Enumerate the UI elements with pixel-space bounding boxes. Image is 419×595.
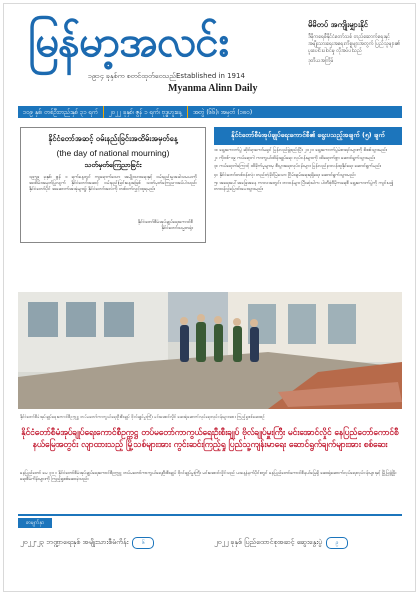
teaser-link[interactable] xyxy=(20,535,154,551)
lead-photo xyxy=(18,292,402,409)
right-column-heading: မိမိတပ် အကျိုးမျှားနိုင် xyxy=(308,20,368,29)
notice-signature xyxy=(138,220,193,232)
main-headline[interactable]: နိုင်ငံတော်စီမံအုပ်ချုပ်ရေးကောင်စီဥက္ကဋ္ဌ တပ်မတော်ကာကွယ်ရေးဦးစီးချုပ် ဗိုလ်ချုပ်မှူးကြီး မင်းအောင်လှိုင် နေပြည်တော်ကောင်စီနယ်မြေအတွင်း လျာထားသည့် မြို့သစ်များအား ကွင်းဆင်းကြည့်ရှု ပြည်သူ့ကျန်းမာရေး ဆောင်ရွက်ချက်များအား စစ်ဆေး xyxy=(21,427,399,449)
date-bar xyxy=(18,106,402,118)
page-number-badge: ၆ xyxy=(132,537,154,549)
notice-title: နိုင်ငံတော်အဆင့် ဝမ်းနည်းခြင်းအထိမ်းအမှတ်နေ့ xyxy=(48,134,178,143)
lead-photo-illustration xyxy=(18,292,402,409)
masthead-subtitle: ၁၉၁၄ ခုနှစ်က စတင်ထုတ်ဝေသည် xyxy=(88,72,177,80)
newspaper-page xyxy=(4,4,415,591)
signature-line: နိုင်ငံတော်စီမံအုပ်ချုပ်ရေးကောင်စီ xyxy=(137,220,193,225)
list-item: ၅။ အရေးပေါ်အခြေအနေ ကာလအတွင်း တာဝန်များ ပြီးဆုံးပါက ပါတီစုံဒီမိုကရေစီ ရွေးကောက်ပွဲကို ကျင်းပ၍ တာဝန်လွှဲပြောင်းပေးသွားမည်။ xyxy=(214,180,394,193)
notice-body: ၁၉၅၉ ခုနှစ်၊ ဇွန် ၁ ရက်နေ့တွင် ကျရောက်သော အမျိုးသားရေးနှင့် ဝမ်းနည်းမှုအခါသမယကို အထိမ်းအမှတ်ပြုလျက် နိုင်ငံတော်အဆင့် ဝမ်းနည်းခြင်းနေ့အဖြစ် သတ်မှတ်ကြေညာအပ်ပါသည်။ နိုင်ငံတော်ပိုင် အဆောက်အအုံများ၌ နိုင်ငံတော်အလံကို တစ်ဝက်လွှင့်ထူရမည်။ xyxy=(29,175,197,192)
inside-label: စာမျက်နှာ xyxy=(18,518,52,528)
teaser-text: ၂၀၂၂-၂၃ ဘဏ္ဍာရေးနှစ် အမျိုးသားစီမံကိန်း xyxy=(20,538,129,546)
list-item: ၂။ ကိုဗစ်-၁၉ ကပ်ရောဂါ ကာကွယ်ထိန်းချုပ်ရေး လုပ်ငန်းများကို ထိရောက်စွာ ဆောင်ရွက်သွားမည်။ xyxy=(214,156,376,162)
notice-english-title: (the day of national mourning) xyxy=(56,148,170,158)
divider xyxy=(18,514,402,516)
objectives-article xyxy=(214,127,402,287)
teaser-link[interactable] xyxy=(214,535,348,551)
right-column-notice xyxy=(308,20,404,98)
page-number-badge: ၉ xyxy=(326,537,348,549)
mourning-notice-box xyxy=(20,127,206,243)
article-heading: နိုင်ငံတော်စီမံအုပ်ချုပ်ရေးကောင်စီ၏ ရွေးပသည့်အချက် (၅) ချက် xyxy=(214,127,402,145)
date-bar-item: ၂၀၂၂ ခုနှစ်၊ ဇွန် ၁ ရက်၊ ဗုဒ္ဓဟူးနေ့ xyxy=(108,108,183,116)
article-body xyxy=(214,148,402,193)
masthead-english-title: Myanma Alinn Daily xyxy=(168,83,258,94)
date-bar-item: အတွဲ (၆၆)၊ အမှတ် (၁၈၀) xyxy=(193,108,253,116)
date-bar-item: ၁၀၉ နှစ်၊ တစ်ဦးတည်းနှစ် ၃၁ ရက် xyxy=(23,108,98,116)
teaser-text: ၂၀၂၂ ခုနှစ် ပြည်ထောင်စုအဆင့် ဆွေးနွေးပွဲ xyxy=(214,538,323,546)
list-item: ၃။ ကပ်ရောဂါကြောင့် ထိခိုက်မှုများမှ စီးပွားရေးလုပ်ငန်းများ ပြန်လည်နာလန်ထူနိုင်ရေး ဆောင်ရွက်မည်။ xyxy=(214,164,382,170)
masthead-established: Established in 1914 xyxy=(176,72,245,80)
lead-paragraph: နေပြည်တော် မေ ၃၁ ။ နိုင်ငံတော်စီမံအုပ်ချုပ်ရေးကောင်စီဥက္ကဋ္ဌ တပ်မတော်ကာကွယ်ရေးဦးစီးချုပ် ဗိုလ်ချုပ်မှူးကြီး မင်းအောင်လှိုင်သည် ယနေ့နံနက်ပိုင်းတွင် နေပြည်တော်ကောင်စီနယ်မြေရှိ ဆေးရုံဆောက်လုပ်ရေးလုပ်ငန်းများနှင့် မြို့ပြဖွံ့ဖြိုးရေးစီမံကိန်းများကို ကြည့်ရှုစစ်ဆေးခဲ့သည်။ xyxy=(20,471,397,482)
right-column-footer: ဒုတိယအကြိမ် xyxy=(308,58,334,64)
notice-subtitle: သတ်မှတ်ကြေညာခြင်း xyxy=(84,161,142,169)
list-item: ၁။ ရွေးကောက်ပွဲ ဆိုင်ရာကော်မရှင် ပြန်လည်ဖွဲ့စည်းပြီး ၂၀၂၀ ရွေးကောက်ပွဲမဲစာရင်းများကို စိစစ်သွားမည်။ xyxy=(214,148,388,153)
masthead-title: မြန်မာ့အလင်း xyxy=(28,17,228,66)
right-column-body: ဒီမိုကရေစီနိုင်ငံတော်သစ် တည်ဆောက်ရေးနှင့် အမျိုးသားရေးအရေးကိစ္စများအတွက် ပြည်သူများ၏ ပူးပေါင်းပါဝင်မှု လိုအပ်ပါသည် xyxy=(308,34,401,54)
signature-line: နိုင်ငံတော်သမ္မတရုံး xyxy=(161,226,193,231)
masthead xyxy=(28,16,278,96)
list-item: ၄။ နိုင်ငံတော်တစ်ဝန်းလုံး တည်တံ့ခိုင်မြဲသော ငြိမ်းချမ်းရေးရရှိရေး ဆောင်ရွက်သွားမည်။ xyxy=(214,172,356,178)
photo-caption: နိုင်ငံတော်စီမံအုပ်ချုပ်ရေးကောင်စီဥက္ကဋ္ဌ တပ်မတော်ကာကွယ်ရေးဦးစီးချုပ် ဗိုလ်ချုပ်မှူးကြီး မင်းအောင်လှိုင် ဆေးရုံဆောက်လုပ်ရေးလုပ်ငန်းများအား ကြည့်ရှုစစ်ဆေးစဉ် xyxy=(20,414,265,419)
